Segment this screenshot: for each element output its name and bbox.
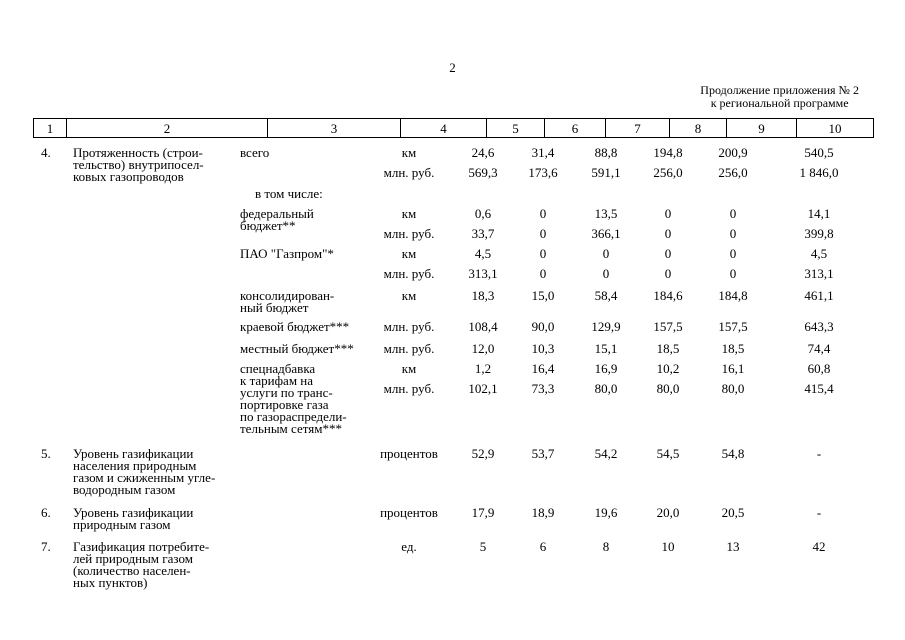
value-cell: 173,6 [528, 165, 558, 180]
unit-cell: млн. руб. [383, 319, 435, 334]
indicator-name-line: Уровень газификации [73, 505, 194, 520]
value-cell: 184,6 [653, 288, 683, 303]
indicator-name-line: газом и сжиженным угле- [73, 470, 216, 485]
value-cell: 15,1 [594, 341, 618, 356]
value-cell: 42 [812, 539, 826, 554]
value-cell: 10 [661, 539, 675, 554]
value-cell: 17,9 [471, 505, 495, 520]
value-cell: 1,2 [474, 361, 492, 376]
value-cell: 19,6 [594, 505, 618, 520]
indicator-name-line: населения природным [73, 458, 197, 473]
indicator-name-line: Уровень газификации [73, 446, 194, 461]
value-cell: 14,1 [807, 206, 831, 221]
value-cell: 256,0 [718, 165, 748, 180]
value-cell: 53,7 [531, 446, 555, 461]
value-cell: 313,1 [804, 266, 834, 281]
value-cell: 0 [664, 246, 672, 261]
value-cell: 591,1 [591, 165, 621, 180]
value-cell: - [816, 446, 822, 461]
value-cell: 0 [602, 246, 610, 261]
unit-cell: млн. руб. [383, 165, 435, 180]
value-cell: 0 [729, 226, 737, 241]
value-cell: 643,3 [804, 319, 834, 334]
subitem-label: местный бюджет*** [240, 341, 354, 356]
value-cell: 10,2 [656, 361, 680, 376]
indicator-name-line: Газификация потребите- [73, 539, 210, 554]
value-cell: 54,2 [594, 446, 618, 461]
subitem-label-line: спецнадбавка [240, 361, 316, 376]
value-cell: 54,8 [721, 446, 745, 461]
value-cell: 0 [602, 266, 610, 281]
value-cell: 10,3 [531, 341, 555, 356]
value-cell: 90,0 [531, 319, 555, 334]
indicator-name-line: водородным газом [73, 482, 176, 497]
column-header: 7 [606, 119, 670, 138]
value-cell: 13,5 [594, 206, 618, 221]
value-cell: 54,5 [656, 446, 680, 461]
value-cell: 74,4 [807, 341, 831, 356]
indicator-name-line: ковых газопроводов [73, 169, 184, 184]
unit-cell: км [401, 246, 417, 261]
subitem-label-line: к тарифам на [240, 373, 314, 388]
value-cell: 157,5 [718, 319, 748, 334]
subtitle-line: Продолжение приложения № 2 [700, 83, 859, 97]
value-cell: 52,9 [471, 446, 495, 461]
subitem-label: ПАО "Газпром"* [240, 246, 334, 261]
value-cell: 0 [729, 246, 737, 261]
value-cell: 0 [539, 206, 547, 221]
value-cell: 0 [664, 206, 672, 221]
subitem-label-line: федеральный [240, 206, 314, 221]
unit-cell: млн. руб. [383, 226, 435, 241]
subitem-label-line: тельным сетям*** [240, 421, 342, 436]
value-cell: 102,1 [468, 381, 498, 396]
value-cell: 200,9 [718, 145, 748, 160]
row-number: 5. [41, 446, 51, 461]
value-cell: 16,1 [721, 361, 745, 376]
value-cell: 108,4 [468, 319, 498, 334]
value-cell: 20,0 [656, 505, 680, 520]
subitem-label-line: портировке газа [240, 397, 329, 412]
column-header: 8 [670, 119, 727, 138]
value-cell: 80,0 [656, 381, 680, 396]
value-cell: 31,4 [531, 145, 555, 160]
value-cell: 13 [726, 539, 740, 554]
indicator-name-line: ных пунктов) [73, 575, 148, 590]
row-number: 6. [41, 505, 51, 520]
unit-cell: процентов [380, 505, 438, 520]
column-header-table [33, 118, 874, 138]
value-cell: 8 [602, 539, 610, 554]
value-cell: 12,0 [471, 341, 495, 356]
in-that-number-label: в том числе: [255, 186, 323, 201]
value-cell: 461,1 [804, 288, 834, 303]
value-cell: 80,0 [721, 381, 745, 396]
unit-cell: млн. руб. [383, 341, 435, 356]
value-cell: 0 [664, 266, 672, 281]
row-number: 4. [41, 145, 51, 160]
value-cell: 16,9 [594, 361, 618, 376]
value-cell: 569,3 [468, 165, 498, 180]
value-cell: 73,3 [531, 381, 555, 396]
column-header: 4 [401, 119, 487, 138]
value-cell: 0 [539, 226, 547, 241]
value-cell: 0 [664, 226, 672, 241]
column-header: 3 [268, 119, 401, 138]
value-cell: 20,5 [721, 505, 745, 520]
value-cell: 6 [539, 539, 547, 554]
subitem-label: всего [240, 145, 270, 160]
unit-cell: км [401, 206, 417, 221]
value-cell: 18,5 [656, 341, 680, 356]
appendix-subtitle [700, 84, 859, 110]
value-cell: 157,5 [653, 319, 683, 334]
subitem-label: краевой бюджет*** [240, 319, 350, 334]
value-cell: 60,8 [807, 361, 831, 376]
column-header: 2 [67, 119, 268, 138]
value-cell: 415,4 [804, 381, 834, 396]
unit-cell: км [401, 288, 417, 303]
value-cell: 366,1 [591, 226, 621, 241]
value-cell: 24,6 [471, 145, 495, 160]
value-cell: 15,0 [531, 288, 555, 303]
value-cell: 256,0 [653, 165, 683, 180]
value-cell: 4,5 [810, 246, 828, 261]
value-cell: - [816, 505, 822, 520]
unit-cell: млн. руб. [383, 266, 435, 281]
column-header: 6 [545, 119, 606, 138]
unit-cell: км [401, 145, 417, 160]
unit-cell: млн. руб. [383, 381, 435, 396]
value-cell: 80,0 [594, 381, 618, 396]
header-row [34, 119, 874, 138]
indicator-name-line: тельство) внутрипосел- [73, 157, 204, 172]
column-header: 10 [797, 119, 874, 138]
value-cell: 18,9 [531, 505, 555, 520]
column-header: 9 [727, 119, 797, 138]
value-cell: 399,8 [804, 226, 834, 241]
value-cell: 1 846,0 [799, 165, 839, 180]
value-cell: 194,8 [653, 145, 683, 160]
page-number: 2 [449, 60, 456, 75]
subitem-label-line: консолидирован- [240, 288, 335, 303]
value-cell: 33,7 [471, 226, 495, 241]
value-cell: 18,5 [721, 341, 745, 356]
value-cell: 0 [729, 266, 737, 281]
value-cell: 0 [539, 246, 547, 261]
value-cell: 88,8 [594, 145, 618, 160]
value-cell: 313,1 [468, 266, 498, 281]
indicator-name-line: (количество населен- [73, 563, 191, 578]
unit-cell: км [401, 361, 417, 376]
subtitle-line: к региональной программе [710, 96, 849, 110]
value-cell: 5 [479, 539, 487, 554]
indicator-name-line: природным газом [73, 517, 171, 532]
subitem-label-line: ный бюджет [240, 300, 309, 315]
subitem-label-line: услуги по транс- [240, 385, 333, 400]
indicator-name-line: Протяженность (строи- [73, 145, 203, 160]
value-cell: 0 [539, 266, 547, 281]
value-cell: 4,5 [474, 246, 492, 261]
value-cell: 0,6 [474, 206, 492, 221]
unit-cell: ед. [401, 539, 417, 554]
unit-cell: процентов [380, 446, 438, 461]
subitem-label-line: по газораспредели- [240, 409, 347, 424]
row-number: 7. [41, 539, 51, 554]
value-cell: 540,5 [804, 145, 834, 160]
value-cell: 16,4 [531, 361, 555, 376]
column-header: 1 [34, 119, 67, 138]
value-cell: 129,9 [591, 319, 621, 334]
column-header: 5 [487, 119, 545, 138]
value-cell: 58,4 [594, 288, 618, 303]
value-cell: 18,3 [471, 288, 495, 303]
indicator-name-line: лей природным газом [73, 551, 193, 566]
subitem-label-line: бюджет** [240, 218, 296, 233]
value-cell: 0 [729, 206, 737, 221]
value-cell: 184,8 [718, 288, 748, 303]
